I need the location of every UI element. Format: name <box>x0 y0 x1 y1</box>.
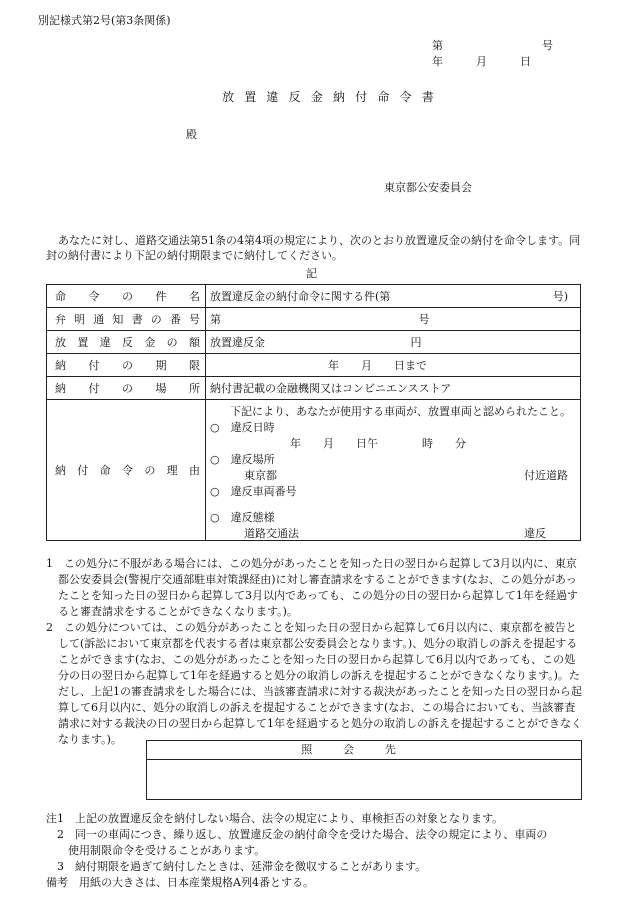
addressee-suffix: 殿 <box>186 128 197 141</box>
appeal-note: 2 この処分については、この処分があったことを知った日の翌日から起算して6月以内に、東京都を被告として(訴訟において東京都を代表する者は東京都公安委員会となります。)、処分の取消しの訴えを提起することができます(なお、この処分があったことを知った日の翌日から起算して6月以内であっても、この処分の日の翌日から起算して1年を経過すると処分の取消しの訴えを提起することができなくなります。)。ただし、上記1の審査請求をした場合には、当該審査請求に対する裁決があったことを知った日の翌日から起算して6月以内に、処分の取消しの訴えを提起することができます(なお、この場合においても、当該審査請求に対する裁決の日の翌日から起算して1年を経過すると処分の取消しの訴えを提起することができなくなります。)。 <box>46 621 582 746</box>
table-row <box>47 331 581 354</box>
reason-mode-label: ○ 違反態様 <box>210 511 275 524</box>
reason-vehicle-label: ○ 違反車両番号 <box>210 485 297 498</box>
row-value: 納付書記載の金融機関又はコンビニエンスストア <box>206 377 581 400</box>
reason-date-label: ○ 違反日時 <box>210 421 275 434</box>
row-value: 放置違反金の納付命令に関する件(第 号) <box>206 285 581 308</box>
footnote: 注1 上記の放置違反金を納付しない場合、法令の規定により、車検拒否の対象となります。 <box>46 812 504 825</box>
table-row <box>47 308 581 331</box>
row-value: 年 月 日まで <box>206 354 581 377</box>
document-number: 第 号 <box>432 39 553 52</box>
row-value: 第 号 <box>206 308 581 331</box>
row-label: 弁明通知書の番号 <box>47 308 206 331</box>
reason-cell <box>206 400 581 541</box>
reference-title: 照会先 <box>147 741 581 760</box>
row-value: 放置違反金 円 <box>206 331 581 354</box>
row-label: 納付命令の理由 <box>47 400 206 541</box>
row-label: 放置違反金の額 <box>47 331 206 354</box>
reason-place-label: ○ 違反場所 <box>210 453 275 466</box>
form-id: 別記様式第2号(第3条関係) <box>38 14 171 27</box>
reason-place-road: 付近道路 <box>524 469 568 482</box>
intro-text: あなたに対し、道路交通法第51条の4第4項の規定により、次のとおり放置違反金の納付を命令します。同封の納付書により下記の納付期限までに納付してください。 <box>46 234 581 262</box>
table-row <box>47 377 581 400</box>
table-row <box>47 400 581 541</box>
row-label: 納付の期限 <box>47 354 206 377</box>
table-row <box>47 354 581 377</box>
reason-date-value: 年 月 日午 時 分 <box>290 437 466 450</box>
footnote: 2 同一の車両につき、繰り返し、放置違反金の納付命令を受けた場合、法令の規定により、車両の <box>46 828 548 841</box>
ki-mark: 記 <box>306 267 317 280</box>
table-row <box>47 285 581 308</box>
issuer: 東京都公安委員会 <box>384 181 472 194</box>
row-label: 命令の件名 <box>47 285 206 308</box>
order-table <box>46 284 581 541</box>
page-title: 放置違反金納付命令書 <box>222 90 445 104</box>
appeal-note: 1 この処分に不服がある場合には、この処分があったことを知った日の翌日から起算して3月以内に、東京都公安委員会(警視庁交通部駐車対策課経由)に対し審査請求をすることができます(なお、この処分があったことを知った日の翌日から起算して3月以内であっても、この処分の日の翌日から起算して1年を経過すると審査請求をすることができなくなります。)。 <box>46 557 578 618</box>
remarks: 備考 用紙の大きさは、日本産業規格A列4番とする。 <box>46 876 314 889</box>
footnotes <box>46 811 606 891</box>
row-label: 納付の場所 <box>47 377 206 400</box>
appeal-notes <box>46 556 582 748</box>
footnote: 使用制限命令を受けることがあります。 <box>46 844 266 857</box>
reason-lead: 下記により、あなたが使用する車両が、放置車両と認められたこと。 <box>230 405 571 418</box>
reason-place-city: 東京都 <box>244 469 277 482</box>
reference-box <box>146 740 582 800</box>
reason-mode-end: 違反 <box>524 527 546 540</box>
reason-mode-law: 道路交通法 <box>244 527 299 540</box>
document-date: 年 月 日 <box>432 55 531 68</box>
footnote: 3 納付期限を過ぎて納付したときは、延滞金を徴収することがあります。 <box>46 860 427 873</box>
